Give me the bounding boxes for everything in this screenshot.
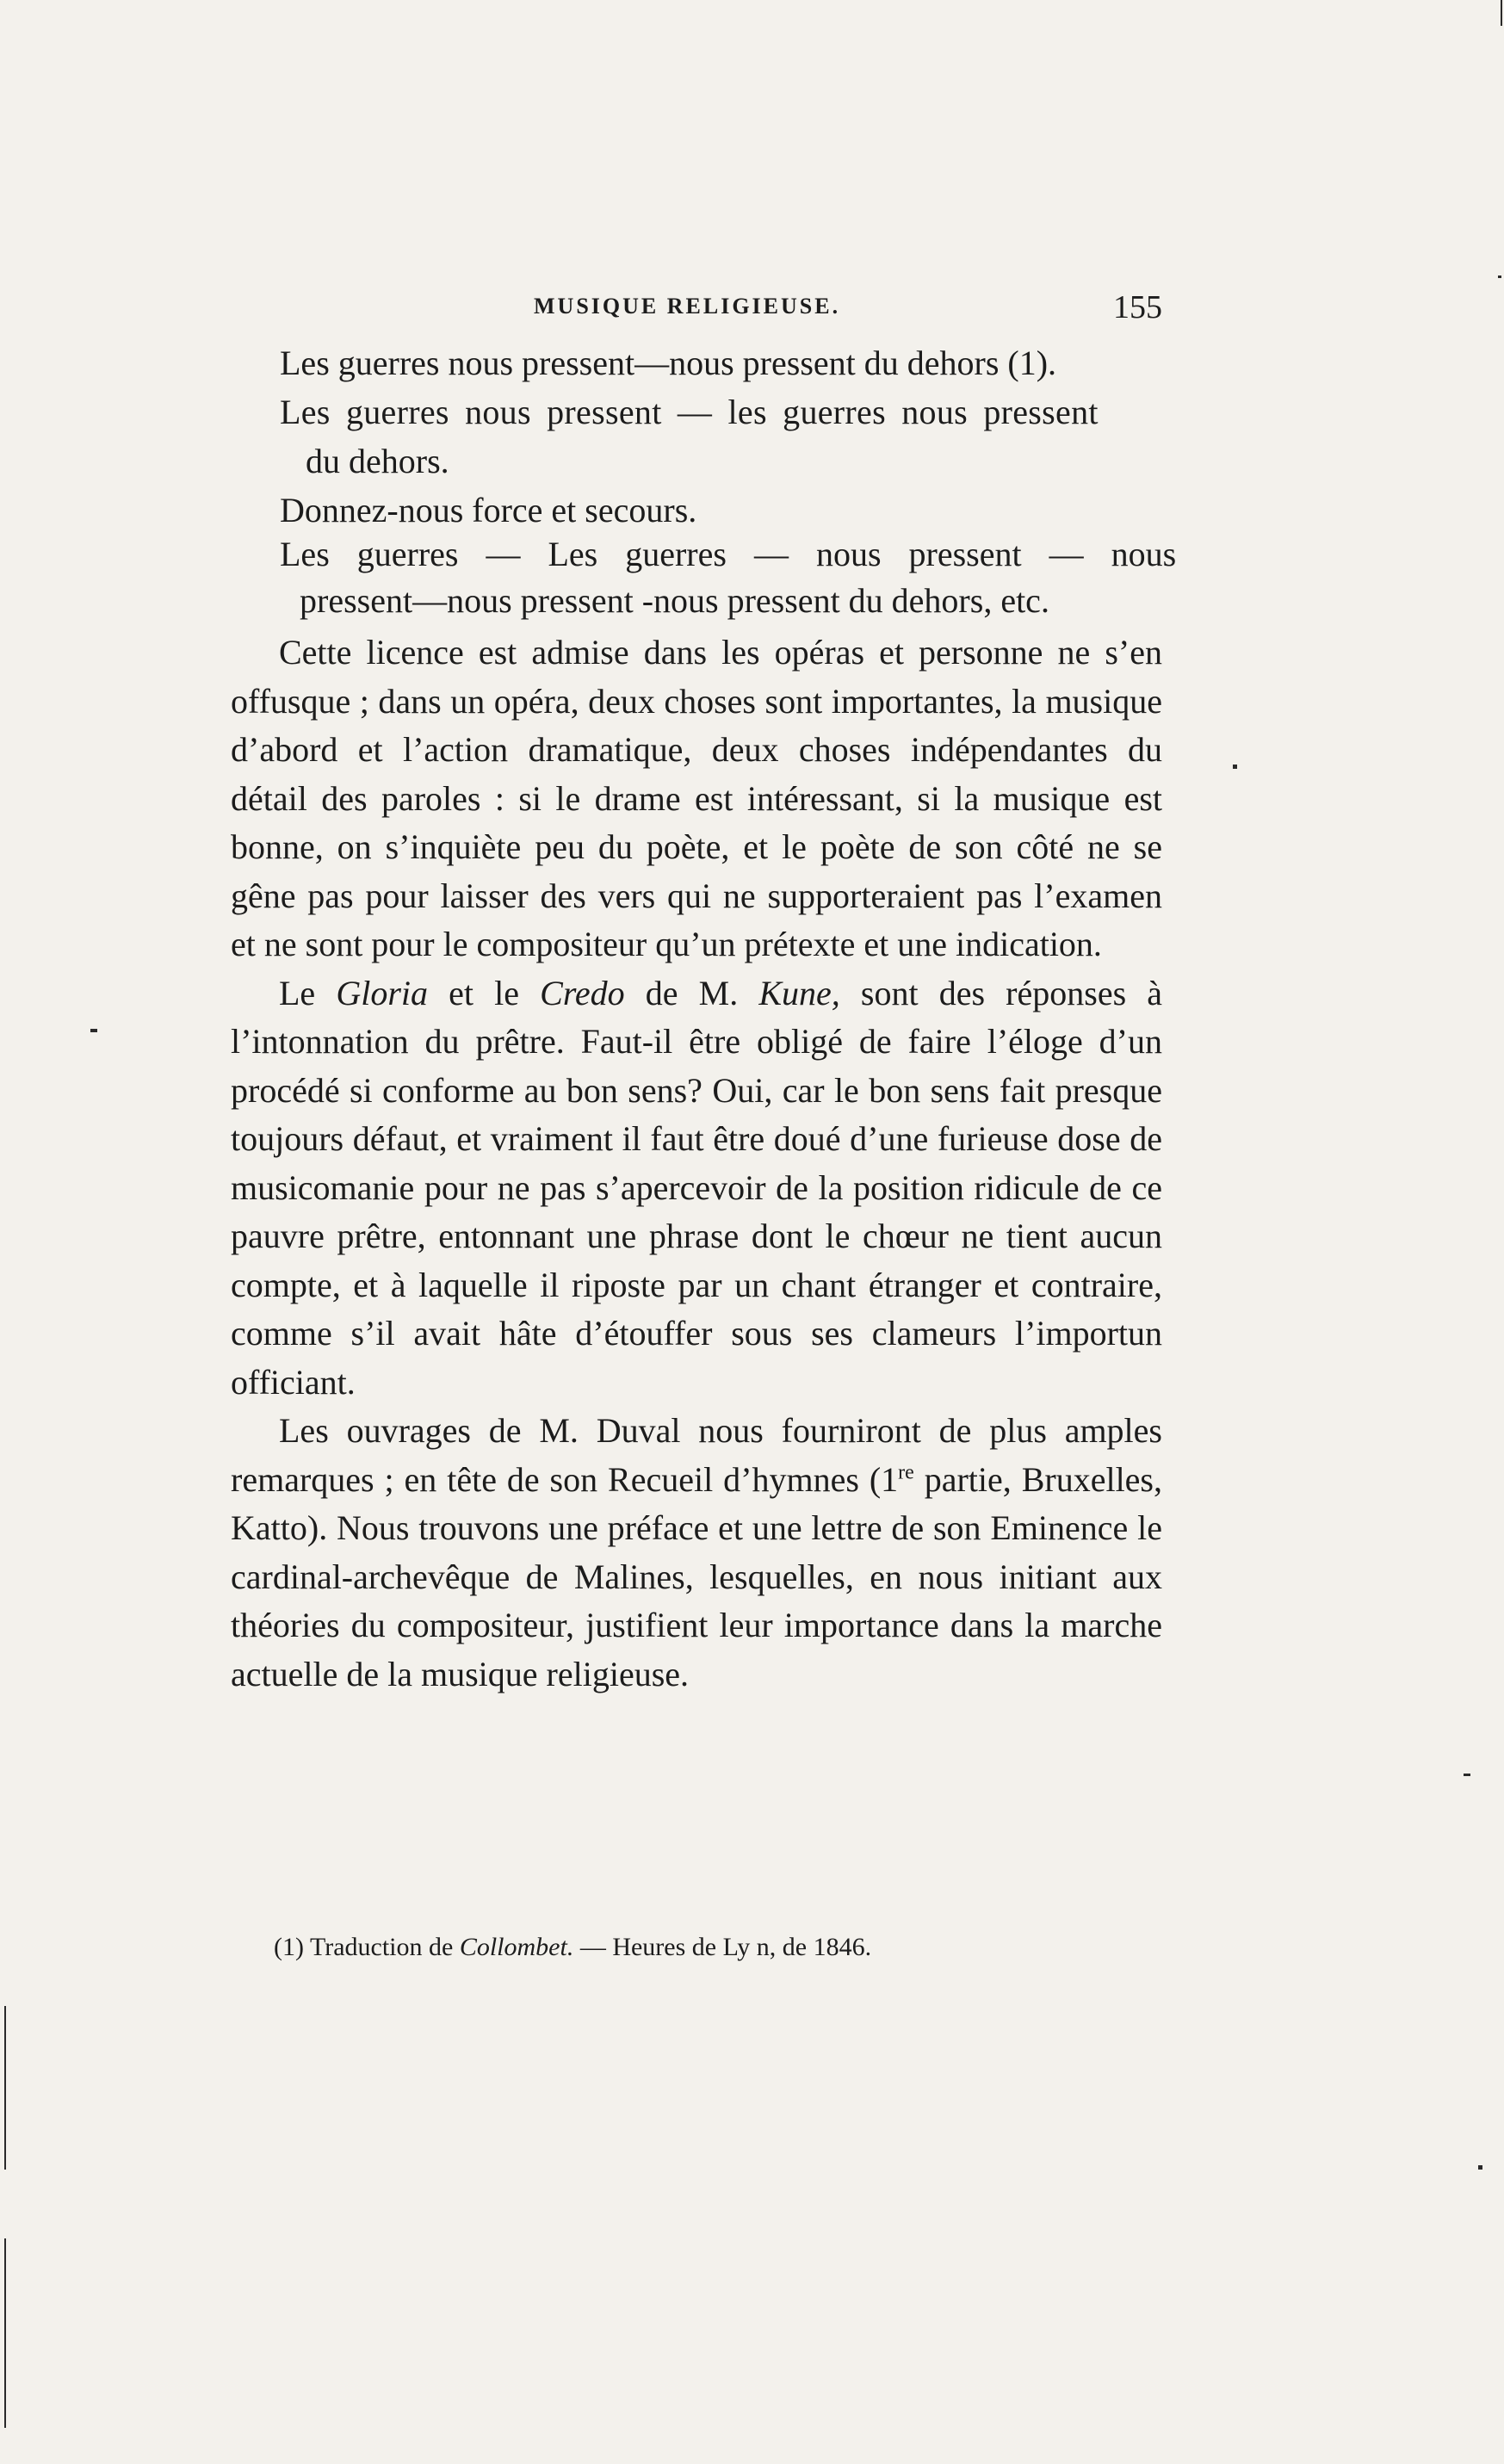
scan-edge-mark [4,2006,6,2170]
running-title: MUSIQUE RELIGIEUSE. [534,294,841,319]
verse-line: Les guerres nous pressent — les guerres nous pressent [280,393,1099,431]
text-run: partie, Bruxelles, Katto). Nous trouvons une préface et une lettre de son Eminence le cardinal-archevêque de Malines, lesquelles, en nous initiant aux théories du compositeur, justifient leur importance dans la marche actuelle de la musique religieuse. [231,1459,1162,1693]
footnote-label: (1) Traduction de [274,1933,460,1961]
verse-line: Les guerres nous pressent—nous pressent du dehors (1). [280,344,1057,382]
scan-edge-mark [4,2238,6,2428]
scan-speck [1464,1774,1470,1776]
scan-edge-mark [1501,0,1502,26]
scan-speck [1233,765,1237,769]
footnote-author: Collombet. [459,1933,574,1961]
composer-name: Kune, [758,973,840,1012]
work-title: Credo [540,973,625,1012]
verse-line: Les guerres — Les guerres — nous pressent — nous [280,535,1177,573]
scan-speck [90,1029,97,1032]
text-run: Le [279,973,337,1012]
body-text [231,628,1162,1699]
text-run: Les ouvrages de M. Duval nous fourniront de plus amples remarques ; en tête de son Recueil d’hymnes (1 [231,1411,1162,1499]
verse-line: du dehors. [306,442,449,480]
running-head [534,288,1162,331]
text-run: sont des réponses à l’intonnation du prêtre. Faut-il être obligé de faire l’éloge d’un procédé si conforme au bon sens? Oui, car le bon sens fait presque toujours défaut, et vraiment il faut être doué d’une furieuse dose de musicomanie pour ne pas s’apercevoir de la position ridicule de ce pauvre prêtre, entonnant une phrase dont le chœur ne tient aucun compte, et à laquelle il riposte par un chant étranger et contraire, comme s’il avait hâte d’étouffer sous ses clameurs l’importun officiant. [231,973,1163,1402]
paragraph: Cette licence est admise dans les opéras et personne ne s’en offusque ; dans un opéra, deux choses sont importantes, la musique d’abord et l’action dramatique, deux choses indépendantes du détail des paroles : si le drame est intéressant, si la musique est bonne, on s’inquiète peu du poète, et le poète de son côté ne se gêne pas pour laisser des vers qui ne supporteraient pas l’examen et ne sont pour le compositeur qu’un prétexte et une indication. [231,633,1162,963]
page-number: 155 [1113,289,1162,325]
verse-line: pressent—nous pressent -nous pressent du dehors, etc. [300,581,1049,620]
paragraph [231,1407,1162,1699]
scan-edge-mark [1498,275,1501,278]
work-title: Gloria [336,973,429,1012]
footnote [274,1933,871,1962]
paragraph [231,969,1162,1408]
scan-speck [1478,2165,1482,2170]
text-run: de M. [624,973,759,1012]
footnote-text: — Heures de Ly n, de 1846. [573,1933,872,1961]
text-run: et le [428,973,541,1012]
superscript: re [898,1461,914,1484]
verse-line: Donnez-nous force et secours. [280,491,697,529]
